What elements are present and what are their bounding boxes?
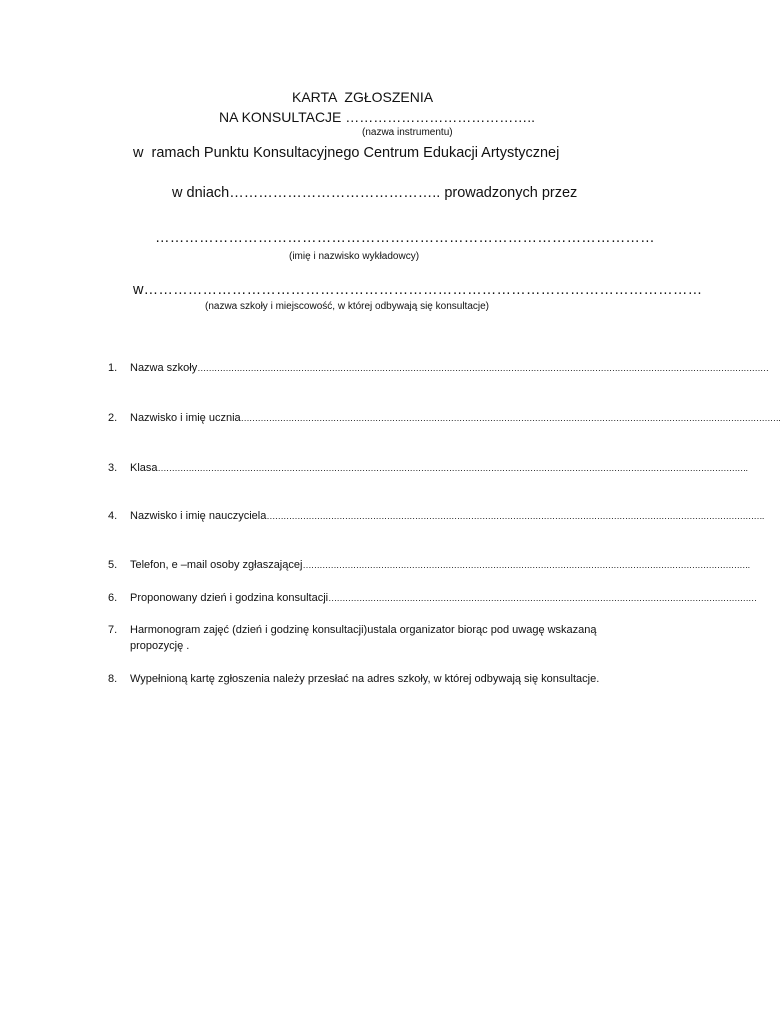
list-item (108, 622, 638, 656)
school-note: (nazwa szkoły i miejscowość, w której odbywają się konsultacje) (205, 301, 489, 312)
dotted-fill: …………………………………………………………………………………………………………………………………………………………………………. (240, 413, 780, 423)
dates-line: w dniach…………………………………….. prowadzonych przez (172, 185, 578, 201)
dotted-fill: ……………………………………………………………………………………………………………………………………………………………. (266, 511, 764, 521)
dotted-fill: …………………………………………………………………………………………………………………………………………………………………………………………. (157, 463, 748, 473)
item-number: 7. (108, 624, 118, 636)
item-label: Klasa (130, 462, 158, 474)
lecturer-dotted-line: ………………………………………………………………………………………… (155, 230, 655, 246)
title-line-1: KARTA ZGŁOSZENIA (292, 89, 434, 105)
list-item (108, 671, 638, 705)
item-number: 8. (108, 673, 118, 685)
field-contact[interactable] (130, 557, 750, 573)
school-dotted-line: w…………………………………………………………………………………………………… (133, 282, 703, 298)
item-label: Telefon, e –mail osoby zgłaszającej (130, 559, 303, 571)
item-number: 2. (108, 412, 118, 424)
item-label: Nazwisko i imię nauczyciela (130, 510, 267, 522)
field-student-name[interactable] (130, 410, 780, 426)
field-class[interactable] (130, 460, 748, 476)
item-label: Nazwisko i imię ucznia (130, 412, 241, 424)
item-label: Proponowany dzień i godzina konsultacji (130, 592, 329, 604)
item-number: 6. (108, 592, 118, 604)
dotted-fill: ……………………………………………………………………………………………………………………………………………. (302, 560, 750, 570)
item-number: 4. (108, 510, 118, 522)
item-label: Nazwa szkoły (130, 362, 198, 374)
title-line-2: NA KONSULTACJE ………………………………….. (219, 109, 536, 125)
item-number: 3. (108, 462, 118, 474)
dotted-fill: …………………………………………………………………………………………………………………………………………………………………………………… (197, 363, 769, 373)
lecturer-note: (imię i nazwisko wykładowcy) (289, 251, 420, 262)
instrument-note: (nazwa instrumentu) (362, 127, 453, 138)
item-text: Harmonogram zajęć (dzień i godzinę konsultacji)ustala organizator biorąc pod uwagę wskazaną propozycję . (130, 624, 597, 652)
field-school-name[interactable] (130, 360, 769, 376)
item-text: Wypełnioną kartę zgłoszenia należy przesłać na adres szkoły, w której odbywają się konsultacje. (130, 673, 600, 685)
item-number: 1. (108, 362, 118, 374)
field-teacher-name[interactable] (130, 508, 764, 524)
item-number: 5. (108, 559, 118, 571)
program-line: w ramach Punktu Konsultacyjnego Centrum Edukacji Artystycznej (133, 145, 560, 161)
field-proposed-date[interactable] (130, 590, 757, 606)
dotted-fill: ……………………………………………………………………………………………………………………………………… (328, 593, 757, 603)
